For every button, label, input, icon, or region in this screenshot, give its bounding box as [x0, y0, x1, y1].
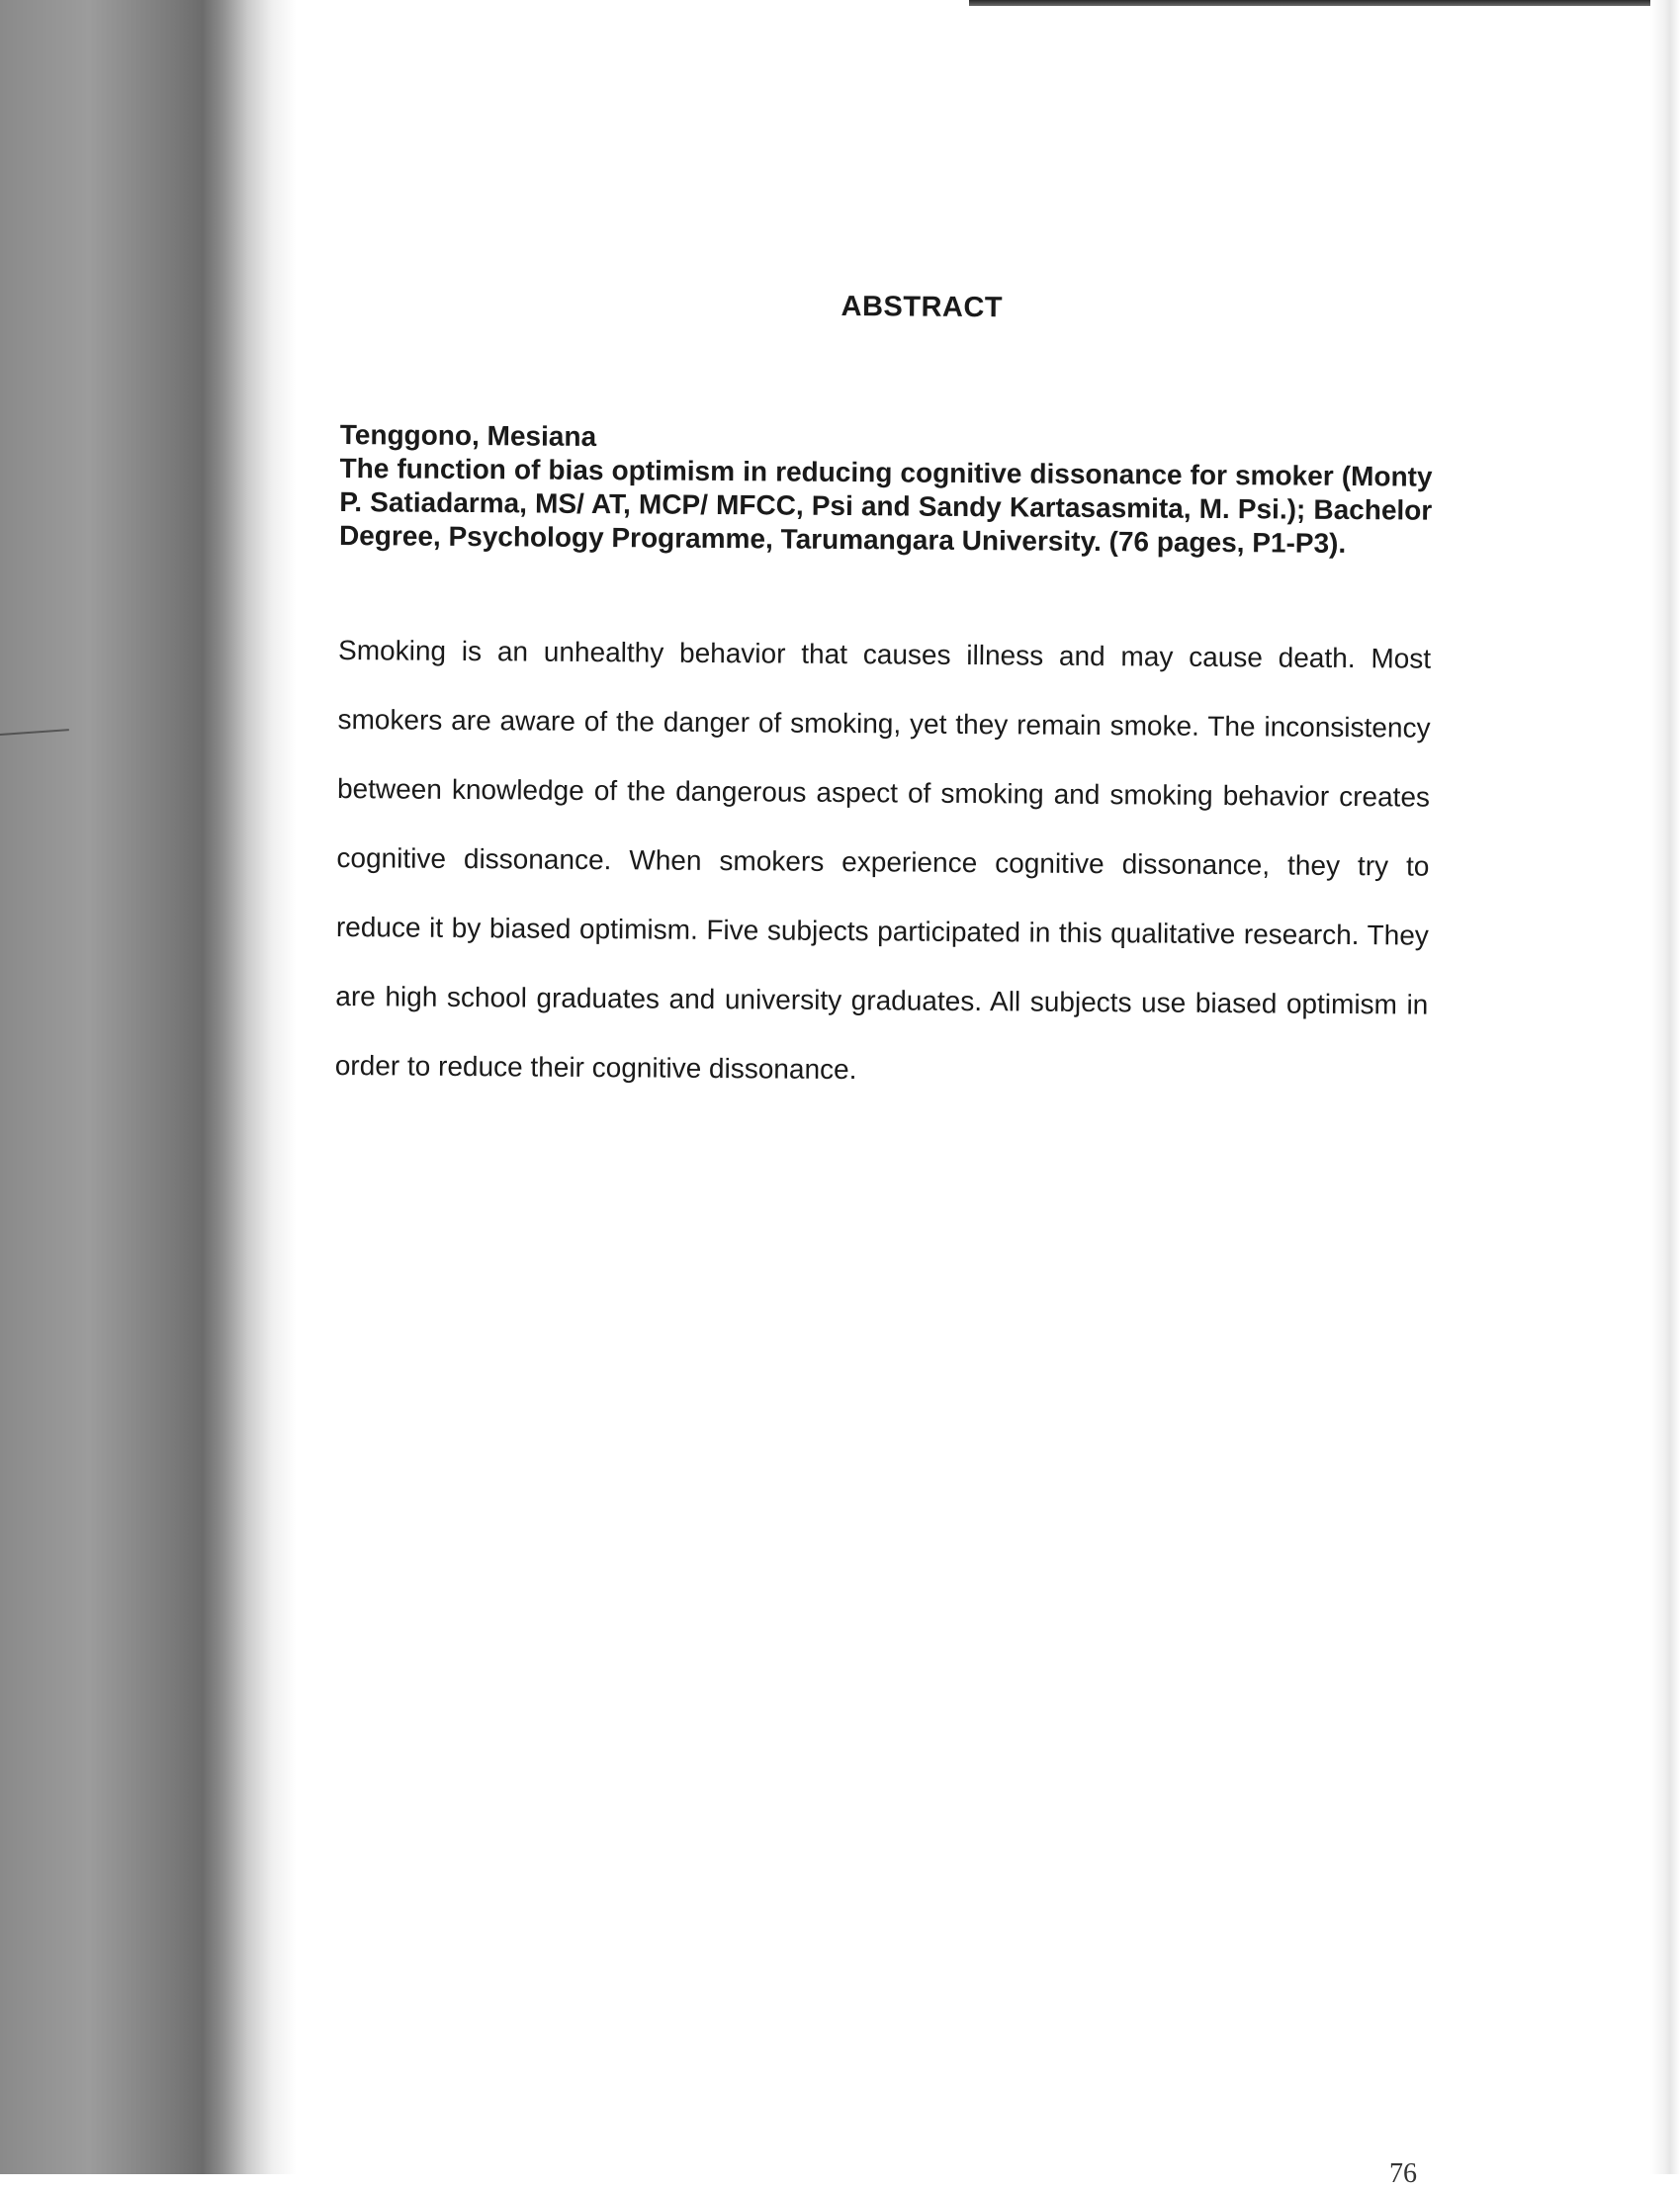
page-content [334, 287, 1434, 1137]
author-name: Tenggono, Mesiana [339, 418, 597, 453]
page-right-edge [1650, 0, 1680, 2174]
thesis-description: The function of bias optimism in reducing cognitive dissonance for smoker (Monty P. Satiadarma, MS/ AT, MCP/ MFCC, Psi and Sandy Kartasasmita, M. Psi.); Bachelor Degree, Psychology Programme, Tarumangara University. (76 pages, P1-P3). [338, 452, 1433, 559]
thesis-metadata [339, 418, 1433, 562]
page-number: 76 [1389, 2158, 1417, 2189]
page-top-edge [969, 0, 1680, 6]
abstract-body: Smoking is an unhealthy behavior that causes illness and may cause death. Most smokers are aware of the danger of smoking, yet they remain smoke. The inconsistency between knowledge of the dangerous aspect of smoking and smoking behavior creates cognitive dissonance. When smokers experience cognitive dissonance, they try to reduce it by biased optimism. Five subjects participated in this qualitative research. They are high school graduates and university graduates. All subjects use biased optimism in order to reduce their cognitive dissonance. [334, 634, 1432, 1086]
abstract-heading: ABSTRACT [840, 290, 1004, 324]
binding-shadow [0, 0, 297, 2174]
